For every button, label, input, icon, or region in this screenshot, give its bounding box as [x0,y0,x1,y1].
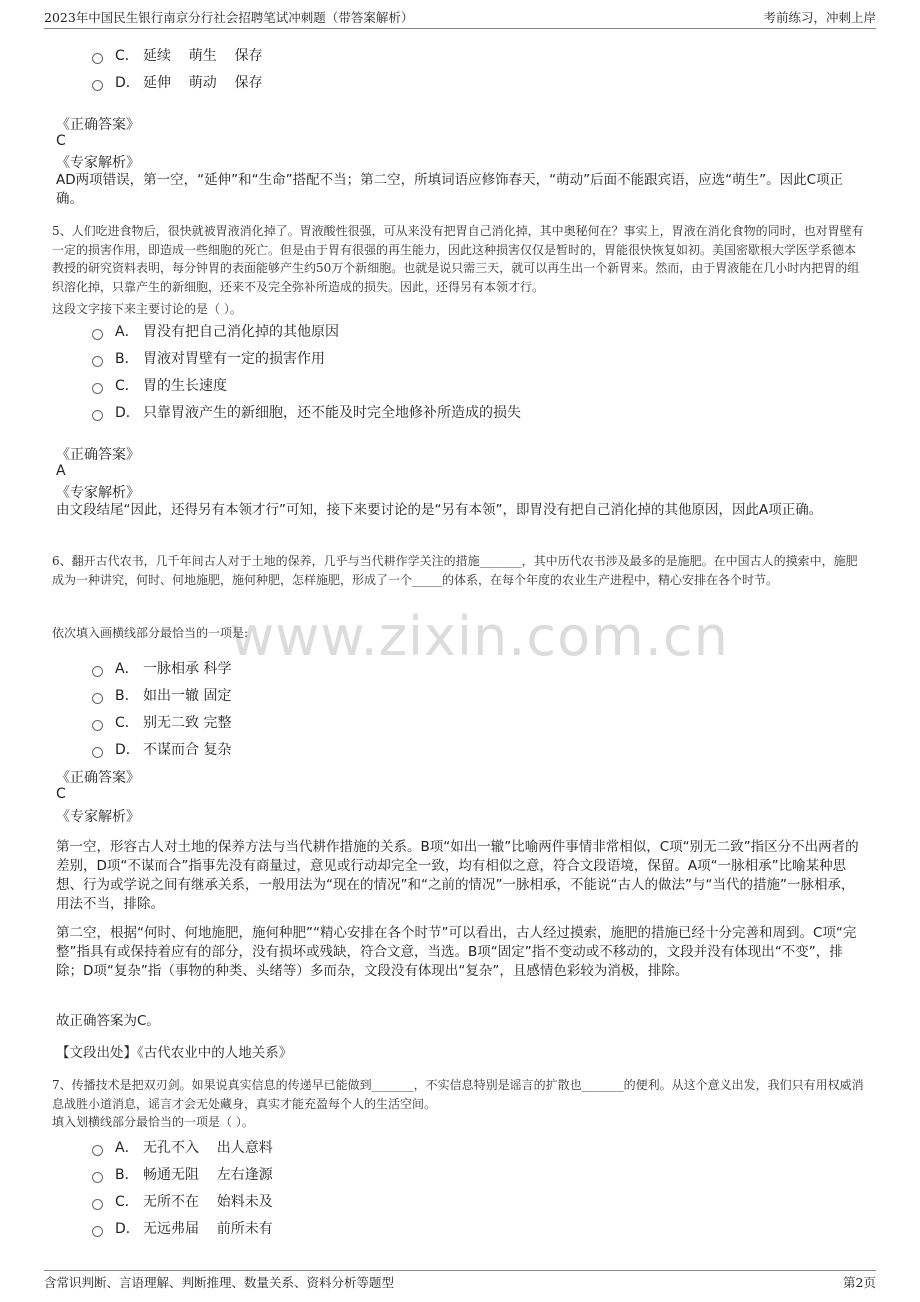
radio-icon[interactable] [92,720,103,731]
watermark: www.zixin.com.cn [230,605,729,668]
q7-stem: 7、传播技术是把双刃剑。如果说真实信息的传递早已能做到_______，不实信息特别是谣言的扩散也_______的便利。从这个意义出发，我们只有用权威消息战胜小道消息，谣言才会无处藏身，真实才能充盈每个人的生活空间。 [52,1078,864,1111]
q6-analysis-p2: 第二空，根据“何时、何地施肥，施何种肥”“精心安排在各个时节”可以看出，古人经过摸索，施肥的措施已经十分完善和周到。C项“完整”指具有或保持着应有的部分，没有损坏或残缺，符合文意，当选。B项“固定”指不变动或不移动的，文段并没有体现出“不变”，排除；D项“复杂”指（事物的种类、头绪等）多而杂，文段没有体现出“复杂”，且感情色彩较为消极，排除。 [56,925,857,979]
radio-icon[interactable] [92,1145,103,1156]
q4-answer: C [56,133,66,149]
q4-analysis: AD两项错误，第一空，“延伸”和“生命”搭配不当；第二空，所填词语应修饰春天，“萌动”后面不能跟宾语，应选“萌生”。因此C项正确。 [56,172,844,207]
radio-icon[interactable] [92,410,103,421]
radio-icon[interactable] [92,80,103,91]
q5-question: 这段文字接下来主要讨论的是（ ）。 [52,302,242,316]
q7-question: 填入划横线部分最恰当的一项是（ ）。 [52,1115,254,1129]
radio-icon[interactable] [92,383,103,394]
q5-option-a[interactable]: A． 胃没有把自己消化掉的其他原因 [92,320,339,342]
q7-option-c[interactable]: C． 无所不在 始料未及 [92,1190,273,1212]
radio-icon[interactable] [92,329,103,340]
q4-answer-label: 《正确答案》 [56,117,140,133]
document-title: 2023年中国民生银行南京分行社会招聘笔试冲刺题（带答案解析） [44,10,414,25]
q5-option-b[interactable]: B． 胃液对胃壁有一定的损害作用 [92,347,325,369]
page-footer [44,1270,876,1293]
page-header [44,8,876,29]
q6-source: 【文段出处】《古代农业中的人地关系》 [56,1045,293,1061]
q6-analysis-conclusion: 故正确答案为C。 [56,1013,160,1029]
q5-option-d[interactable]: D． 只靠胃液产生的新细胞，还不能及时完全地修补所造成的损失 [92,401,521,423]
q6-answer: C [56,786,66,802]
q6-question: 依次填入画横线部分最恰当的一项是: [52,626,249,640]
q6-stem: 6、翻开古代农书，几千年间古人对于土地的保养，几乎与当代耕作学关注的措施_______，其中历代农书涉及最多的是施肥。在中国古人的摸索中，施肥成为一种讲究，何时、何地施肥，施何种肥，怎样施肥，形成了一个_____的体系，在每个年度的农业生产进程中，精心安排在各个时节。 [52,554,858,587]
q6-option-d[interactable]: D． 不谋而合 复杂 [92,738,231,760]
footer-description: 含常识判断、言语理解、判断推理、数量关系、资料分析等题型 [44,1275,395,1290]
q6-option-c[interactable]: C． 别无二致 完整 [92,711,231,733]
radio-icon[interactable] [92,666,103,677]
q5-stem: 5、人们吃进食物后，很快就被胃液消化掉了。胃液酸性很强，可从来没有把胃自己消化掉，其中奥秘何在？事实上，胃液在消化食物的同时，也对胃壁有一定的损害作用，即造成一些细胞的死亡。但是由于胃有很强的再生能力，因此这种损害仅仅是暂时的，胃能很快恢复如初。美国密歇根大学医学系德本教授的研究资料表明，每分钟胃的表面能够产生约50万个新细胞。也就是说只需三天，就可以再生出一个新胃来。然而，由于胃液能在几小时内把胃的组织溶化掉，只靠产生的新细胞，还来不及完全弥补所造成的损失。因此，还得另有本领才行。 [52,224,864,294]
q7-option-a[interactable]: A． 无孔不入 出人意料 [92,1136,273,1158]
q5-answer-label: 《正确答案》 [56,447,140,463]
q6-analysis-p1: 第一空，形容古人对土地的保养方法与当代耕作措施的关系。B项“如出一辙”比喻两件事情非常相似，C项“别无二致”指区分不出两者的差别，D项“不谋而合”指事先没有商量过，意见或行动却完全一致，均有相似之意，符合文段语境，保留。A项“一脉相承”比喻某种思想、行为或学说之间有继承关系，一般用法为“现在的情况”和“之前的情况”一脉相承，不能说“古人的做法”与“当代的措施”一脉相承，用法不当，排除。 [56,839,859,912]
radio-icon[interactable] [92,53,103,64]
radio-icon[interactable] [92,1226,103,1237]
q4-analysis-label: 《专家解析》 [56,155,140,171]
q6-analysis-label: 《专家解析》 [56,809,140,825]
q7-option-d[interactable]: D． 无远弗届 前所未有 [92,1217,273,1239]
q7-option-b[interactable]: B． 畅通无阻 左右逢源 [92,1163,273,1185]
radio-icon[interactable] [92,693,103,704]
radio-icon[interactable] [92,747,103,758]
q5-answer: A [56,463,66,479]
page-number: 第2页 [843,1275,876,1290]
q4-option-c[interactable]: C． 延续 萌生 保存 [92,44,263,66]
q5-analysis-label: 《专家解析》 [56,485,140,501]
q5-option-c[interactable]: C． 胃的生长速度 [92,374,227,396]
radio-icon[interactable] [92,1172,103,1183]
radio-icon[interactable] [92,1199,103,1210]
q6-option-a[interactable]: A． 一脉相承 科学 [92,657,231,679]
q5-analysis: 由文段结尾“因此，还得另有本领才行”可知，接下来要讨论的是“另有本领”，即胃没有把自己消化掉的其他原因，因此A项正确。 [56,502,823,518]
q6-answer-label: 《正确答案》 [56,770,140,786]
q6-option-b[interactable]: B． 如出一辙 固定 [92,684,231,706]
q4-option-d[interactable]: D． 延伸 萌动 保存 [92,71,263,93]
header-slogan: 考前练习，冲刺上岸 [763,10,876,25]
radio-icon[interactable] [92,356,103,367]
